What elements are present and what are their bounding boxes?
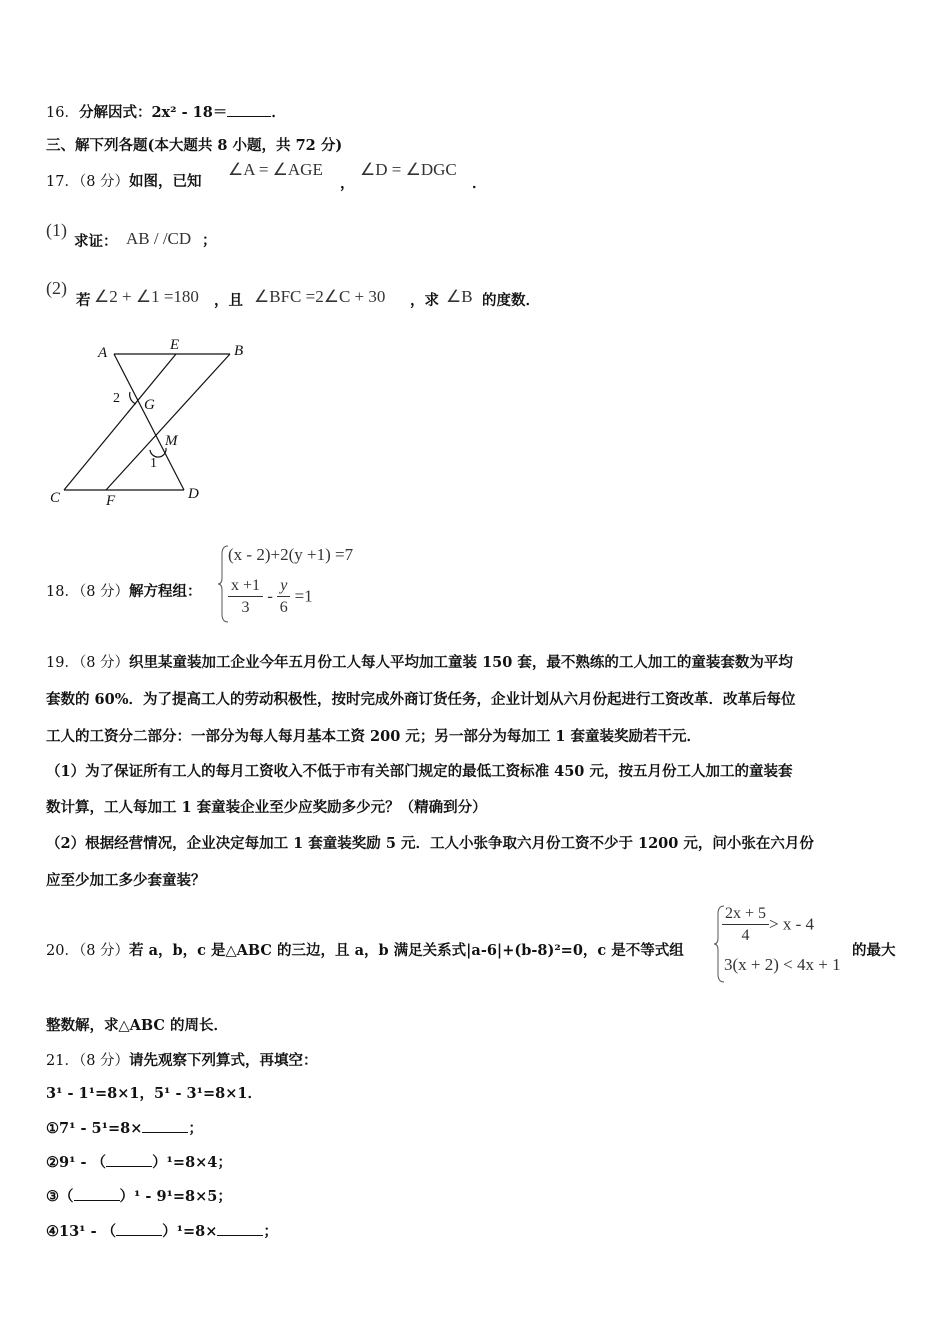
q21-item-3-end: ）¹ - 9¹=8×5； xyxy=(119,1188,232,1205)
q20-number: 20． xyxy=(46,943,79,959)
label-F: F xyxy=(106,493,116,509)
q21-item-3-blank xyxy=(74,1186,120,1201)
label-D: D xyxy=(188,486,199,502)
q17-part2-pre: 若 xyxy=(76,292,91,309)
label-M: M xyxy=(165,433,178,449)
q21-item-1-end: ； xyxy=(188,1120,203,1137)
q19-text-1: 织里某童装加工企业今年五月份工人每人平均加工童装 150 套，最不熟练的工人加工的童装套数为平均 xyxy=(129,654,793,671)
q18-equation-2 xyxy=(228,576,313,619)
q17-part2-math3: ∠B xyxy=(446,287,473,306)
q20-line-2: 整数解，求△ABC 的周长． xyxy=(46,1017,229,1034)
q21-item-4-blank-2 xyxy=(217,1221,263,1236)
q21-item-2-text: ②9¹ - （ xyxy=(46,1154,107,1171)
q21-item-3-text: ③（ xyxy=(46,1188,74,1205)
q20-tail: 的最大 xyxy=(852,942,896,959)
q19-line-5: 数计算，工人每加工 1 套童装企业至少应奖励多少元？（精确到分） xyxy=(46,799,487,816)
q20-fraction-numerator: 2x + 5 xyxy=(722,904,769,925)
q21-item-2-blank xyxy=(106,1152,152,1167)
q21-number: 21． xyxy=(46,1053,79,1069)
q20-fraction-denominator: 4 xyxy=(741,927,750,944)
label-B: B xyxy=(234,343,244,359)
q21-item-2-end: ）¹=8×4； xyxy=(152,1154,232,1171)
q17-condition-1: ∠A = ∠AGE xyxy=(228,160,323,179)
q17-condition-2: ∠D = ∠DGC xyxy=(360,160,457,179)
q17-part2-mid: ，且 xyxy=(214,292,243,309)
q18-fraction-2-denominator: 6 xyxy=(279,599,288,616)
q21-item-4-text: ④13¹ - （ xyxy=(46,1223,117,1240)
q18-fraction-1 xyxy=(228,576,263,619)
q18-line xyxy=(46,582,202,602)
q17-lead: 如图，已知 xyxy=(129,173,202,190)
q17-end: ． xyxy=(472,175,487,192)
q19-line-4: （1）为了保证所有工人的每月工资收入不低于市有关部门规定的最低工资标准 450 元，按五月份工人加工的童装套 xyxy=(46,763,793,780)
q17-geometry-figure xyxy=(40,330,270,520)
label-angle-1: 1 xyxy=(150,456,157,471)
q18-number: 18． xyxy=(46,584,79,600)
q17-part2-mark: (2) xyxy=(46,278,67,298)
q16-expression: 2x² - 18＝ xyxy=(151,104,228,121)
label-E: E xyxy=(170,337,180,353)
label-A: A xyxy=(98,345,108,361)
q19-number: 19． xyxy=(46,655,79,671)
q21-example-line: 3¹ - 1¹=8×1，5¹ - 3¹=8×1． xyxy=(46,1085,262,1102)
q21-item-3 xyxy=(46,1186,232,1207)
q17-part2-end: 的度数． xyxy=(482,292,540,309)
q16-number: 16． xyxy=(46,105,79,121)
q21-item-1-text: ①7¹ - 5¹=8× xyxy=(46,1120,143,1137)
q16-blank xyxy=(227,102,271,117)
q20-score: （8 分） xyxy=(78,943,130,959)
q21-score: （8 分） xyxy=(78,1053,130,1069)
q17-number: 17． xyxy=(46,174,79,190)
label-G: G xyxy=(144,397,155,413)
label-C: C xyxy=(50,490,61,506)
q21-item-1-blank xyxy=(142,1118,188,1133)
q18-fraction-1-denominator: 3 xyxy=(241,599,250,616)
q16-end: ． xyxy=(271,104,286,121)
q17-part1-mark: (1) xyxy=(46,220,67,240)
q20-inequality-2: 3(x + 2) < 4x + 1 xyxy=(724,955,841,974)
q21-line-1 xyxy=(46,1051,318,1071)
q17-part2-math1: ∠2 + ∠1 =180 xyxy=(94,287,199,306)
q16-text: 分解因式： xyxy=(78,104,152,121)
q21-text: 请先观察下列算式，再填空： xyxy=(129,1052,318,1069)
q19-line-6: （2）根据经营情况，企业决定每加工 1 套童装奖励 5 元．工人小张争取六月份工资不少于 1200 元，问小张在六月份 xyxy=(46,835,814,852)
q17-part2-mid2: ，求 xyxy=(410,292,439,309)
q16-line xyxy=(46,102,286,123)
q20-inequality-1 xyxy=(722,904,814,947)
q21-item-4 xyxy=(46,1221,278,1242)
q18-minus: - xyxy=(267,586,273,606)
q21-item-4-mid: ）¹=8× xyxy=(162,1223,218,1240)
segment-CE xyxy=(64,354,176,490)
q17-score: （8 分） xyxy=(78,174,130,190)
q18-fraction-2-numerator: y xyxy=(277,576,290,597)
q17-line xyxy=(46,172,202,192)
q18-equation-1: (x - 2)+2(y +1) =7 xyxy=(228,545,354,564)
q19-line-7: 应至少加工多少套童装？ xyxy=(46,872,206,889)
q21-item-4-blank-1 xyxy=(116,1221,162,1236)
q21-item-2 xyxy=(46,1152,232,1173)
q20-text: 若 a，b，c 是△ABC 的三边，且 a，b 满足关系式|a-6|+(b-8)²=0，c 是不等式组 xyxy=(129,942,684,959)
q21-item-1 xyxy=(46,1118,203,1139)
q20-fraction xyxy=(722,904,769,947)
q19-line-3: 工人的工资分二部分：一部分为每人每月基本工资 200 元；另一部分为每加工 1 套童装奖励若干元． xyxy=(46,728,702,745)
q21-item-4-end: ； xyxy=(263,1223,278,1240)
q19-score: （8 分） xyxy=(78,655,130,671)
q20-inequality-1-rhs: > x - 4 xyxy=(769,914,815,934)
q17-part1-end: ； xyxy=(202,232,217,249)
q17-part2-math2: ∠BFC =2∠C + 30 xyxy=(254,287,386,306)
q18-score: （8 分） xyxy=(78,584,130,600)
q17-part1-text: 求证： xyxy=(74,233,118,250)
q18-text: 解方程组： xyxy=(129,583,202,600)
q18-rhs: =1 xyxy=(294,586,313,606)
label-angle-2: 2 xyxy=(113,391,120,406)
q17-part1-math: AB / /CD xyxy=(126,229,192,248)
q19-line-1 xyxy=(46,653,793,673)
q17-comma: ， xyxy=(340,175,355,192)
q17-part1-line xyxy=(74,232,118,252)
q19-line-2: 套数的 60%．为了提高工人的劳动积极性，按时完成外商订货任务，企业计划从六月份起进行工资改革．改革后每位 xyxy=(46,691,796,708)
section-3-heading: 三、解下列各题(本大题共 8 小题，共 72 分) xyxy=(46,137,343,154)
q20-line-1 xyxy=(46,941,684,961)
q18-fraction-2 xyxy=(277,576,290,619)
q18-fraction-1-numerator: x +1 xyxy=(228,576,263,597)
